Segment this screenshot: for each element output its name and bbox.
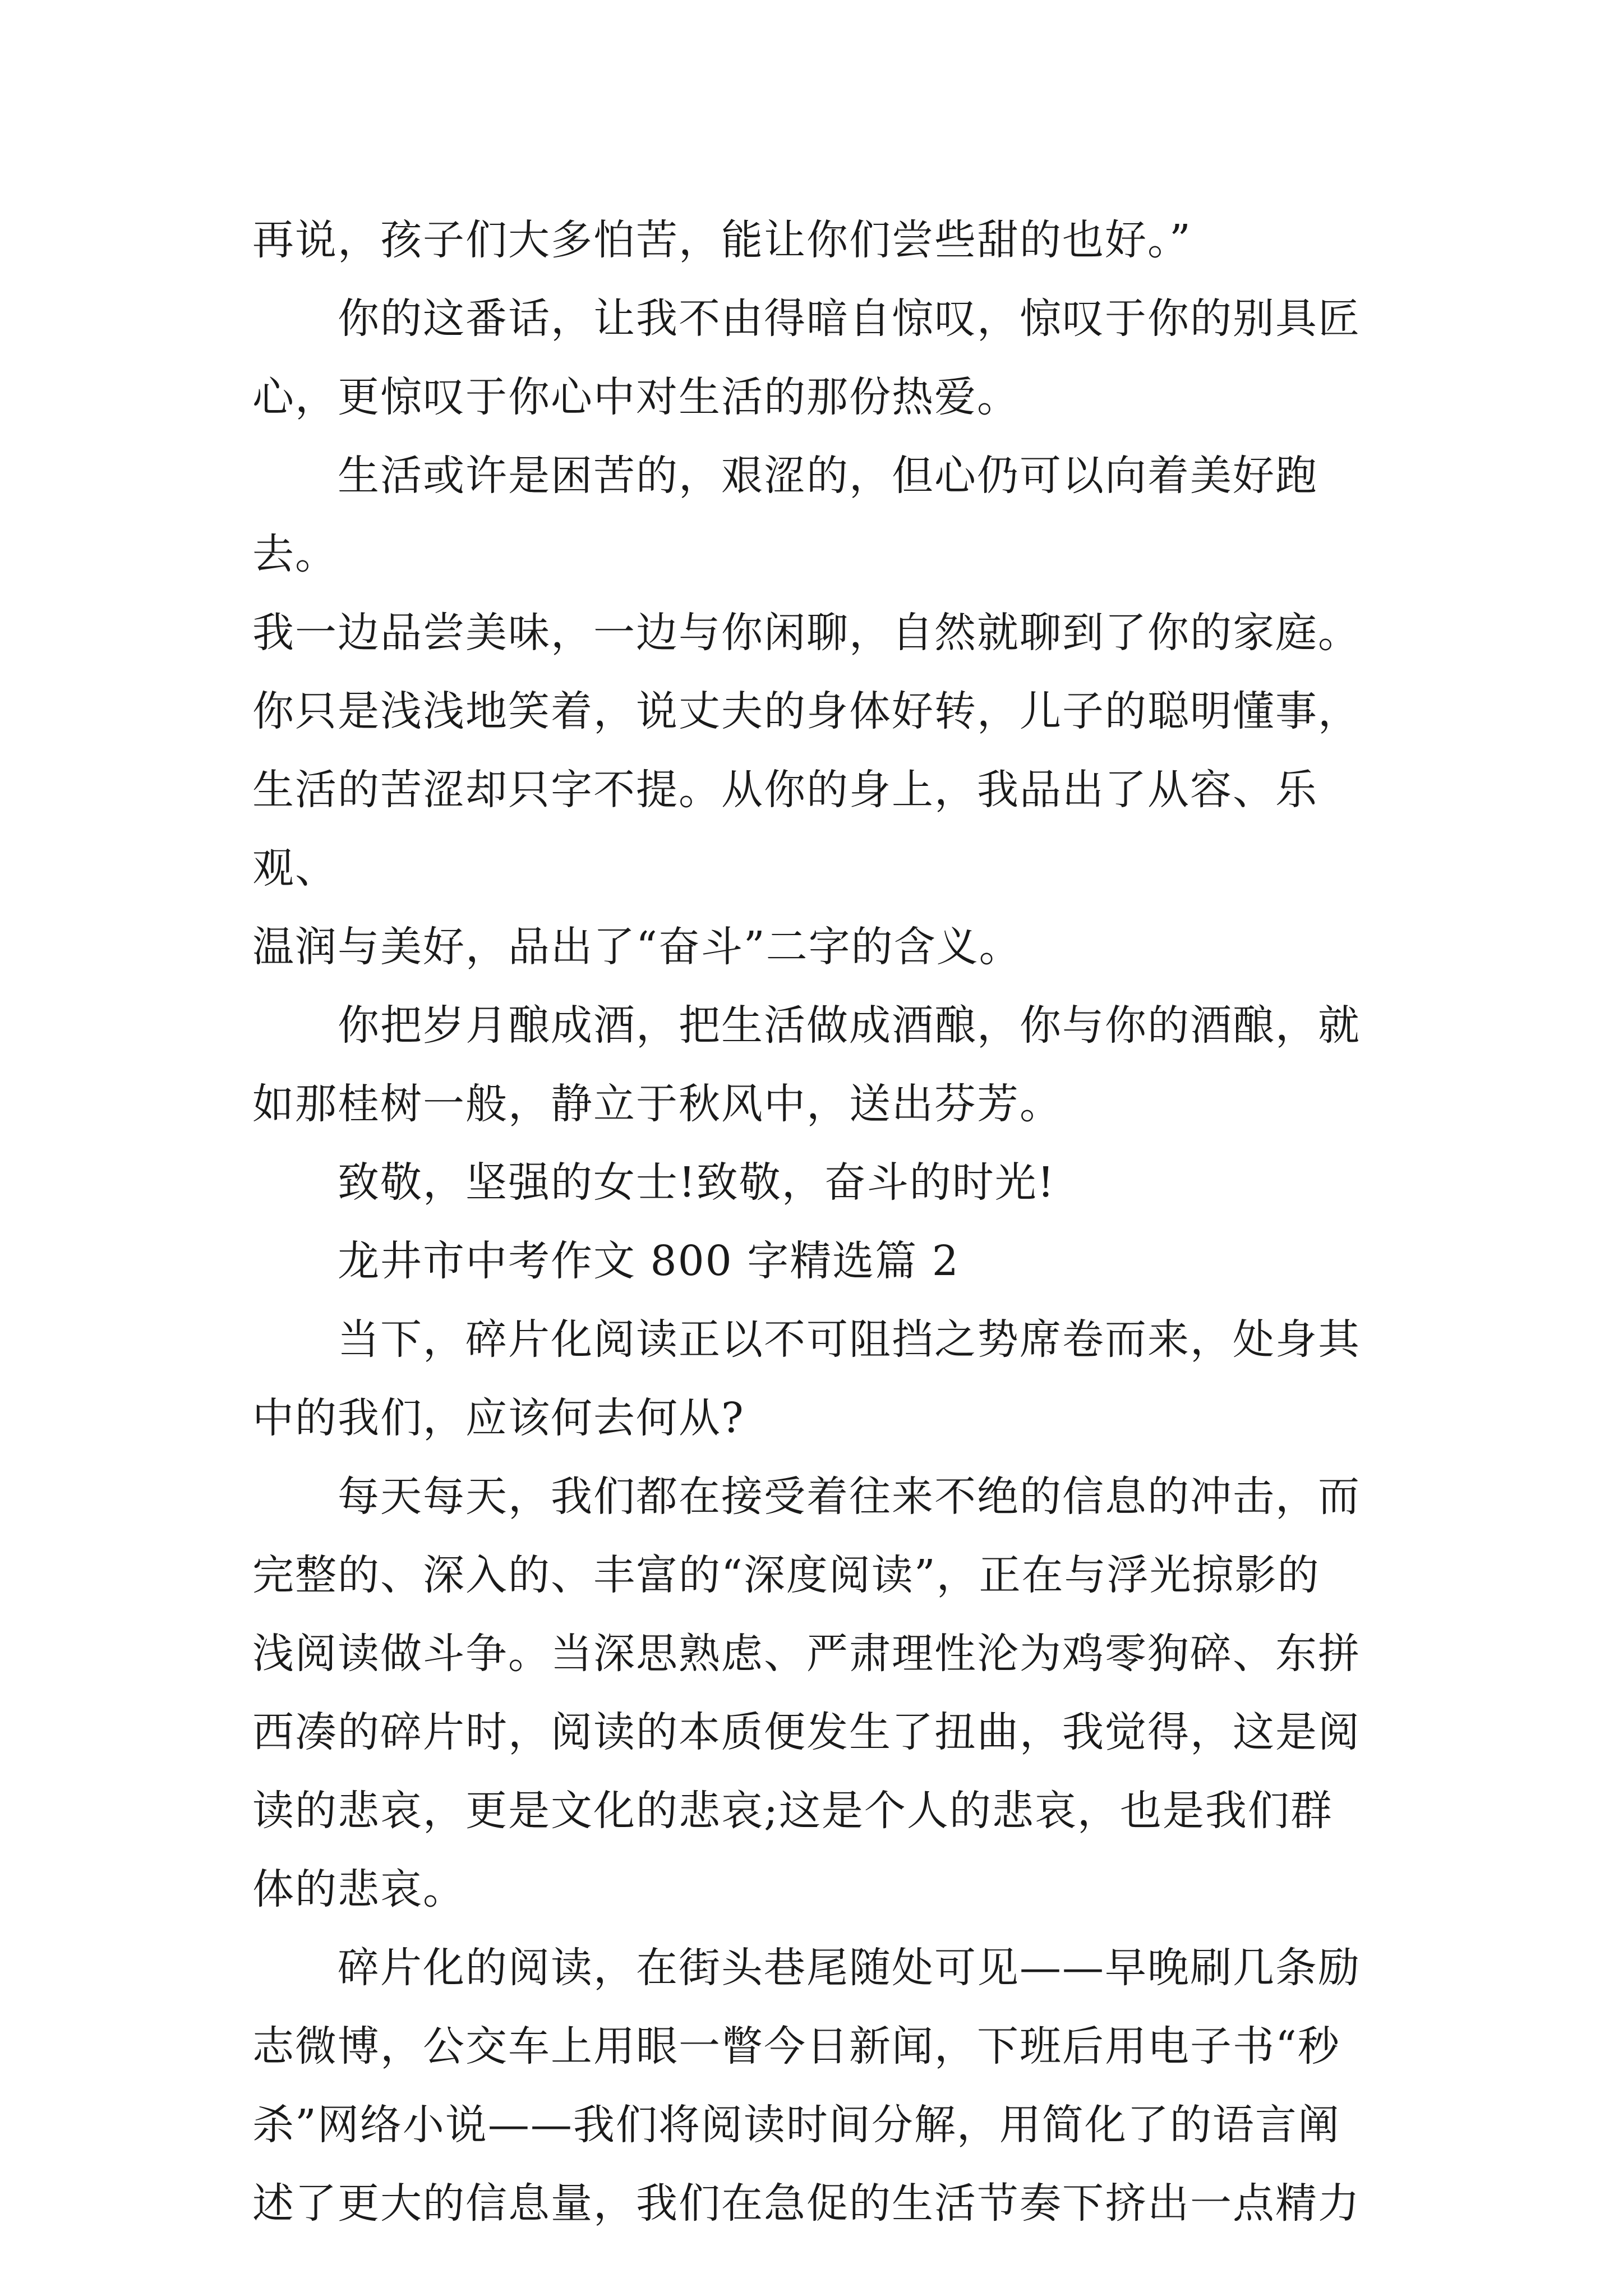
document-body (252, 201, 1385, 2243)
paragraph: 生活或许是困苦的，艰涩的，但心仍可以向着美好跑去。 我一边品尝美味，一边与你闲聊，自然就聊到了你的家庭。 你只是浅浅地笑着，说丈夫的身体好转，儿子的聪明懂事， 生活的苦涩却只字不提。从你的身上，我品出了从容、乐观、 温润与美好，品出了“奋斗”二字的含义。 (252, 452, 1361, 971)
paragraph: 再说，孩子们大多怕苦，能让你们尝些甜的也好。” (252, 216, 1192, 264)
paragraph: 当下，碎片化阅读正以不可阻挡之势席卷而来，处身其 中的我们，应该何去何从? (252, 1315, 1361, 1442)
section-heading: 龙井市中考作文 800 字精选篇 2 (252, 1237, 960, 1285)
paragraph: 每天每天，我们都在接受着往来不绝的信息的冲击，而 完整的、深入的、丰富的“深度阅读”，正在与浮光掠影的 浅阅读做斗争。当深思熟虑、严肃理性沦为鸡零狗碎、东拼 西凑的碎片时，阅读的本质便发生了扭曲，我觉得，这是阅 读的悲哀，更是文化的悲哀;这是个人的悲哀，也是我们群 体的悲哀。 (252, 1473, 1361, 1913)
paragraph: 碎片化的阅读，在街头巷尾随处可见——早晚刷几条励 志微博，公交车上用眼一瞥今日新闻，下班后用电子书“秒 杀”网络小说——我们将阅读时间分解，用简化了的语言阐 述了更大的信息量，我们在急促的生活节奏下挤出一点精力 (252, 1944, 1361, 2228)
paragraph: 你把岁月酿成酒，把生活做成酒酿，你与你的酒酿，就 如那桂树一般，静立于秋风中，送出芬芳。 (252, 1001, 1361, 1128)
paragraph: 你的这番话，让我不由得暗自惊叹，惊叹于你的别具匠 心，更惊叹于你心中对生活的那份热爱。 (252, 295, 1361, 421)
paragraph: 致敬，坚强的女士!致敬，奋斗的时光! (252, 1158, 1055, 1207)
